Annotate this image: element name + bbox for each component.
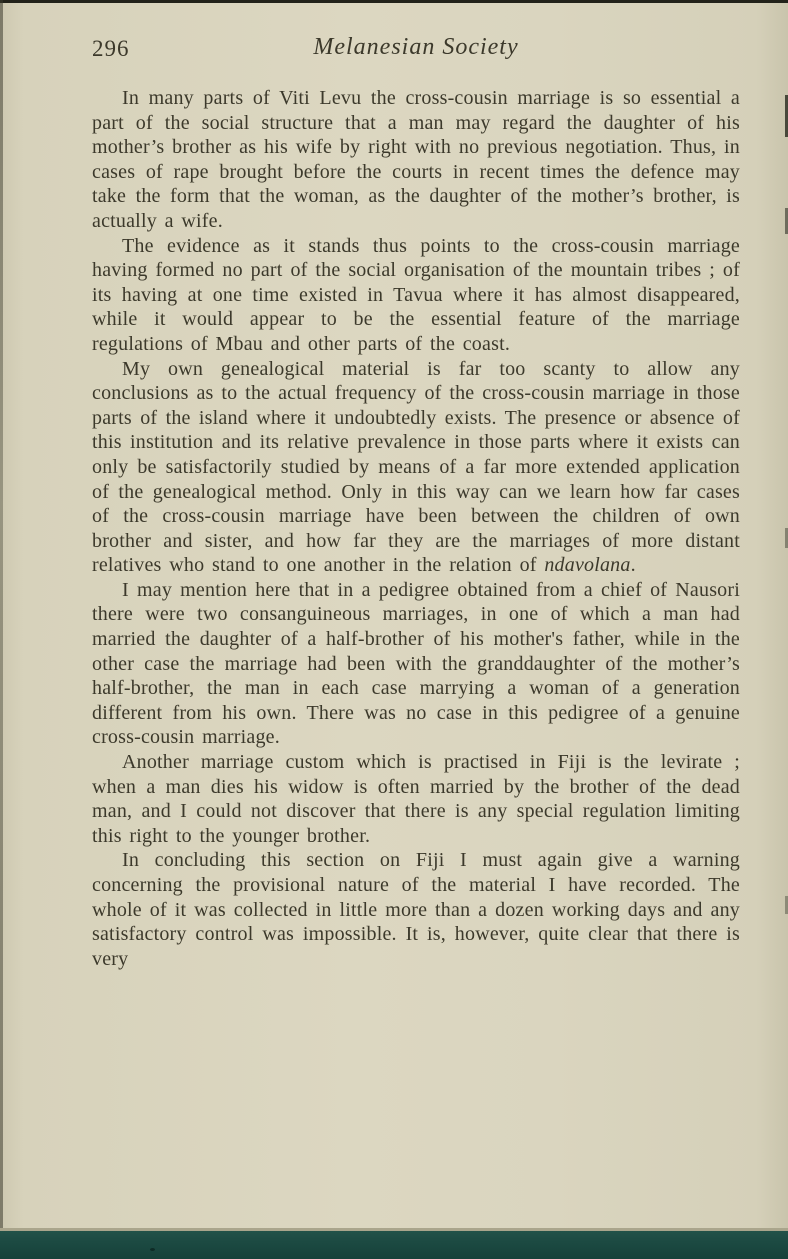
paragraph: I may mention here that in a pedigree obtained from a chief of Nausori there were two consanguineous marriages, in one of which a man had married the daughter of a half-brother of his mother's father, while in the other case the marriage had been with the granddaughter of the mother’s half-brother, the man in each case marrying a woman of a generation different from his own. There was no case in this pedigree of a genuine cross-cousin marriage.	[92, 578, 740, 749]
body-text	[92, 86, 740, 971]
paragraph-text: .	[630, 554, 636, 577]
page-left-edge	[0, 0, 3, 1259]
book-binding-band	[0, 1231, 788, 1259]
paragraph: In many parts of Viti Levu the cross-cousin marriage is so essential a part of the social structure that a man may regard the daughter of his mother’s brother as his wife by right with no previous negotiation. Thus, in cases of rape brought before the courts in recent times the defence may take the form that the woman, as the daughter of the mother’s brother, is actually a wife.	[92, 87, 740, 232]
running-title: Melanesian Society	[313, 34, 519, 60]
scan-speck	[150, 1248, 155, 1251]
paragraph: In concluding this section on Fiji I must again give a warning concerning the provisional nature of the material I have recorded. The whole of it was collected in little more than a dozen working days and any satisfactory control was impossible. It is, however, quite clear that there is very	[92, 849, 740, 970]
paragraph: Another marriage custom which is practised in Fiji is the levirate ; when a man dies his widow is often married by the brother of the dead man, and I could not discover that there is any special regulation limiting this right to the younger brother.	[92, 751, 740, 847]
page-header	[92, 34, 740, 68]
paragraph-text: My own genealogical material is far too scanty to allow any conclusions as to the actual frequency of the cross-cousin marriage in those parts of the island where it undoubtedly exists. The presence or absence of this institution and its relative prevalence in those parts where it exists can only be satisfactorily studied by means of a far more extended application of the genealogical method. Only in this way can we learn how far cases of the cross-cousin marriage have been between the children of own brother and sister, and how far they are the marriages of more distant relatives who stand to one another in the relation of	[92, 357, 740, 577]
paragraph: The evidence as it stands thus points to the cross-cousin marriage having formed no part of the social organisation of the mountain tribes ; of its having at one time existed in Tavua where it has almost disappeared, while it would appear to be the essential feature of the marriage regulations of Mbau and other parts of the coast.	[92, 234, 740, 355]
page-top-edge	[0, 0, 788, 3]
page-number: 296	[92, 36, 130, 61]
paragraph	[92, 357, 740, 578]
page-content	[92, 34, 740, 971]
italic-term: ndavolana	[544, 554, 631, 577]
